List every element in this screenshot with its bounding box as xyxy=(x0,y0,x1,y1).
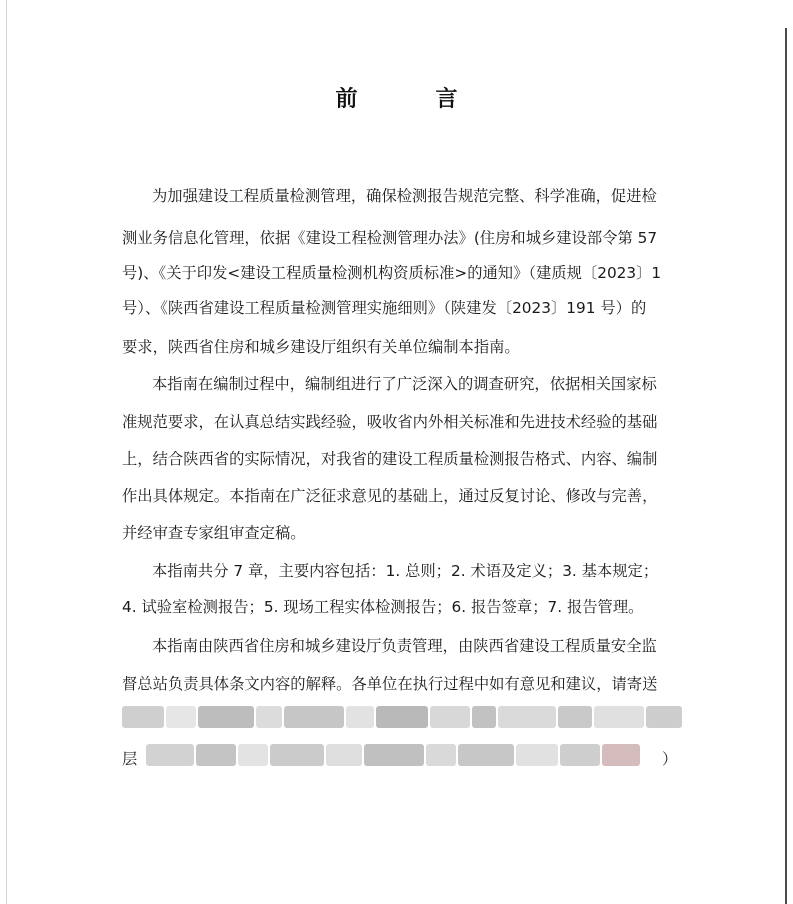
paragraph-1-line-4: 号）、《陕西省建设工程质量检测管理实施细则》（陕建发〔2023〕191 号）的 xyxy=(122,299,647,317)
redacted-line xyxy=(130,744,670,766)
paragraph-1-line-2: 测业务信息化管理，依据《建设工程检测管理办法》(住房和城乡建设部令第 57 xyxy=(122,229,658,247)
paragraph-2-line-5: 并经审查专家组审查定稿。 xyxy=(122,524,306,542)
page-left-edge xyxy=(6,0,7,904)
paragraph-1-line-5: 要求，陕西省住房和城乡建设厅组织有关单位编制本指南。 xyxy=(122,338,520,356)
page-title: 前 言 xyxy=(335,86,486,112)
paragraph-2-line-2: 准规范要求，在认真总结实践经验，吸收省内外相关标准和先进技术经验的基础 xyxy=(122,413,658,431)
paragraph-2-line-1: 本指南在编制过程中，编制组进行了广泛深入的调查研究，依据相关国家标 xyxy=(152,375,657,393)
vertical-scrollbar[interactable] xyxy=(785,28,787,904)
paragraph-3-line-2: 4. 试验室检测报告；5. 现场工程实体检测报告；6. 报告签章；7. 报告管理。 xyxy=(122,598,644,616)
paragraph-1-line-3: 号)、《关于印发<建设工程质量检测机构资质标准>的通知》（建质规〔2023〕1 xyxy=(122,264,662,282)
paragraph-4-line-2: 督总站负责具体条文内容的解释。各单位在执行过程中如有意见和建议，请寄送 xyxy=(122,675,658,693)
redacted-line xyxy=(122,706,682,728)
partial-line-end: ） xyxy=(662,750,678,768)
paragraph-2-line-4: 作出具体规定。本指南在广泛征求意见的基础上，通过反复讨论、修改与完善， xyxy=(122,487,658,505)
paragraph-4-line-1: 本指南由陕西省住房和城乡建设厅负责管理，由陕西省建设工程质量安全监 xyxy=(152,637,657,655)
paragraph-1-line-1: 为加强建设工程质量检测管理，确保检测报告规范完整、科学准确，促进检 xyxy=(152,187,657,205)
paragraph-3-line-1: 本指南共分 7 章，主要内容包括：1. 总则；2. 术语及定义；3. 基本规定； xyxy=(152,562,659,580)
paragraph-2-line-3: 上，结合陕西省的实际情况，对我省的建设工程质量检测报告格式、内容、编制 xyxy=(122,450,658,468)
partial-line-start: 层 xyxy=(122,750,138,768)
